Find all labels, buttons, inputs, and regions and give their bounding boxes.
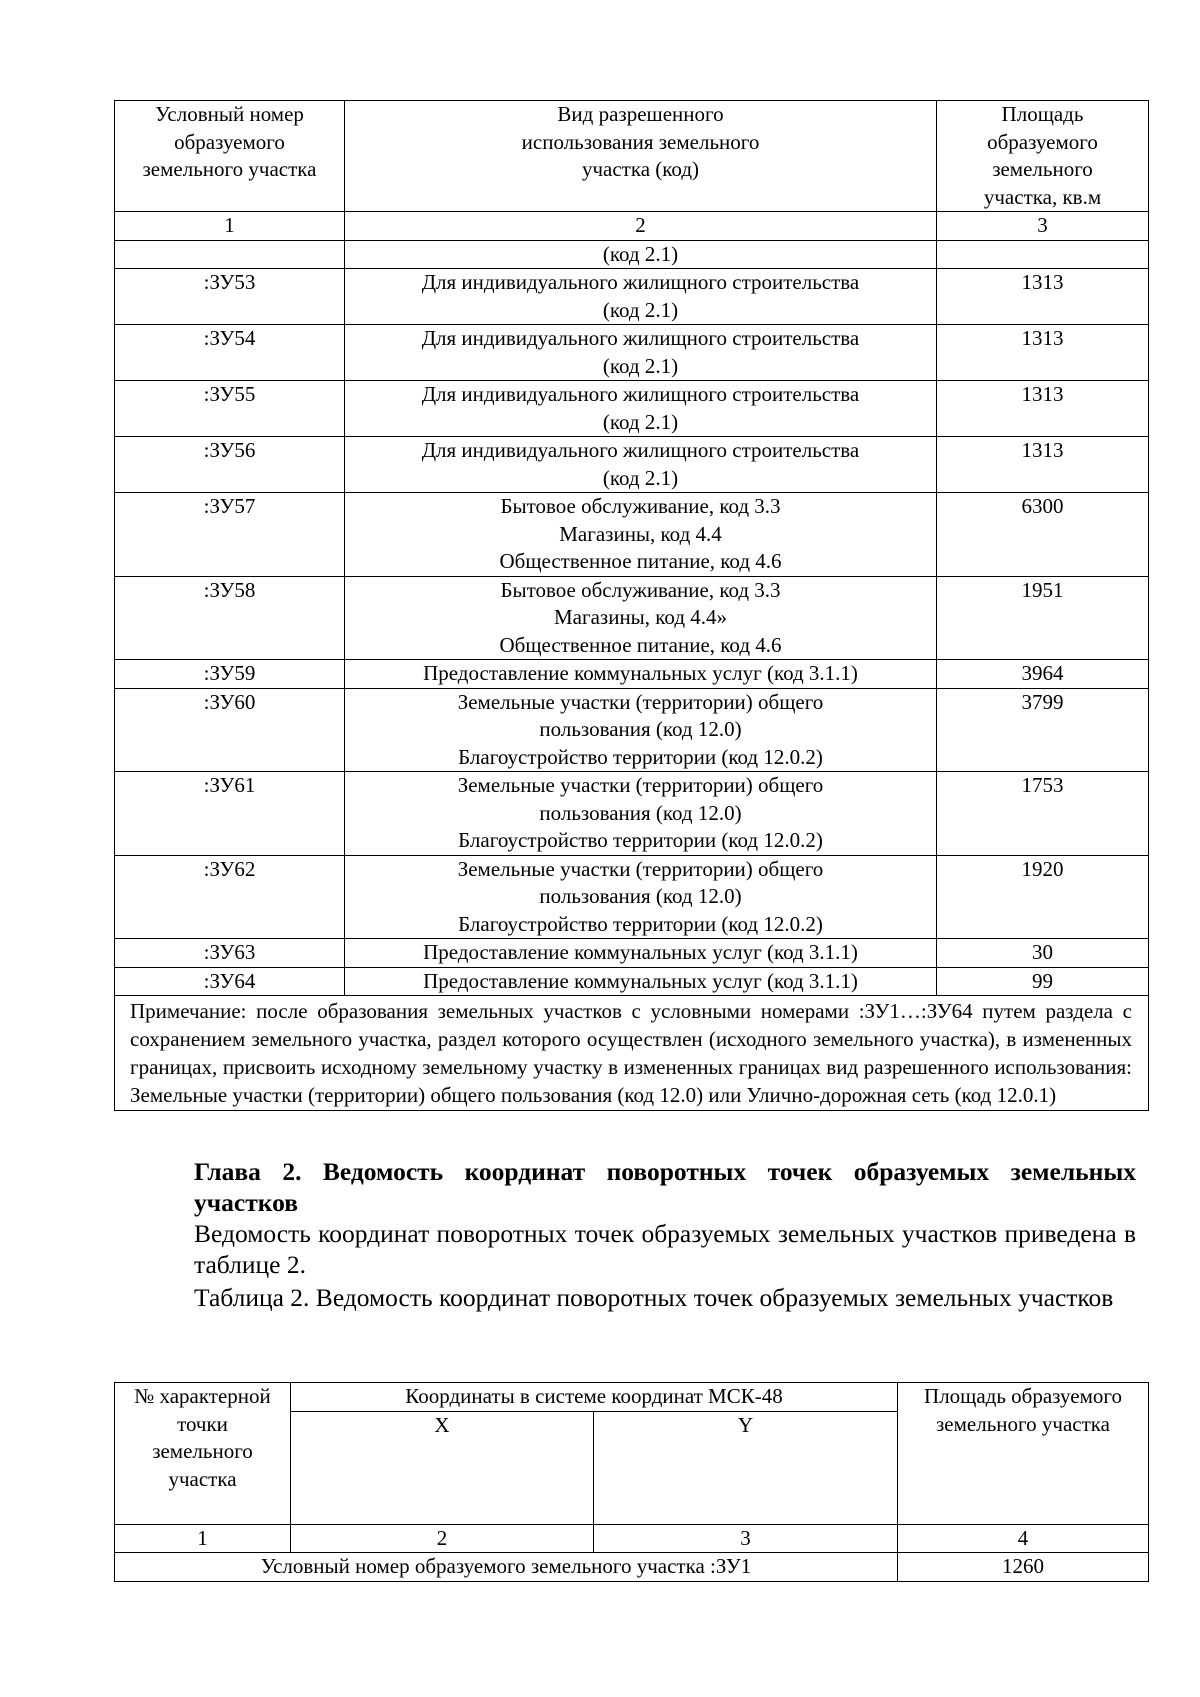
table-row [115, 855, 1149, 939]
permitted-use-line: Общественное питание, код 4.6 [499, 549, 782, 573]
plot-area-cell: 1313 [937, 437, 1149, 493]
table2-header-row [115, 1383, 1149, 1412]
permitted-use-cell [345, 269, 937, 325]
header-x: X [291, 1411, 594, 1524]
permitted-use-line: Бытовое обслуживание, код 3.3 [500, 494, 781, 518]
table-row [115, 493, 1149, 577]
permitted-use-line: Для индивидуального жилищного строительства [421, 438, 860, 462]
table-row [115, 939, 1149, 968]
plot-area-cell: 1920 [937, 855, 1149, 939]
chapter-paragraph-text: Ведомость координат поворотных точек образуемых земельных участков приведена в таблице 2. [194, 1219, 1136, 1279]
table-row [115, 967, 1149, 996]
permitted-use-cell [345, 855, 937, 939]
permitted-use-line: пользования (код 12.0) [539, 884, 742, 908]
plot-number-cell: :ЗУ64 [115, 967, 345, 996]
permitted-use-cell [345, 967, 937, 996]
table1-body [115, 269, 1149, 996]
plot-area-cell: 1753 [937, 772, 1149, 856]
plot-number-label: Условный номер образуемого земельного участка :ЗУ1 [115, 1553, 898, 1582]
land-plots-table [114, 100, 1149, 1111]
table-row [115, 325, 1149, 381]
plot-area-cell: 1951 [937, 576, 1149, 660]
plot-number-cell: :ЗУ53 [115, 269, 345, 325]
permitted-use-cell [345, 437, 937, 493]
plot-number-cell: :ЗУ59 [115, 660, 345, 689]
permitted-use-line: Для индивидуального жилищного строительства [421, 270, 860, 294]
permitted-use-cell [345, 493, 937, 577]
permitted-use-line: Земельные участки (территории) общего [457, 856, 824, 881]
table-row [115, 772, 1149, 856]
table2-caption [120, 1282, 1136, 1313]
column-number: 4 [898, 1524, 1149, 1553]
header-plot-area: Площадь образуемого земельного участка, кв.м [937, 101, 1149, 212]
table1-note: Примечание: после образования земельных участков с условными номерами :ЗУ1…:ЗУ64 путем раздела с сохранением земельного участка, раздел которого осуществлен (исходного земельного участка), в измененных границах, присвоить исходному земельному участку в измененных границах вид разрешенного использования: Земельные участки (территории) общего пользования (код 12.0) или Улично-дорожная сеть (код 12.0.1) [115, 996, 1149, 1111]
permitted-use-cell [345, 381, 937, 437]
plot-area-cell: 1313 [937, 381, 1149, 437]
plot-number-cell: :ЗУ62 [115, 855, 345, 939]
permitted-use-line: Магазины, код 4.4 [559, 521, 722, 546]
permitted-use-cell [345, 939, 937, 968]
permitted-use-cell [345, 772, 937, 856]
chapter-heading [120, 1156, 1136, 1218]
plot-area-cell: 30 [937, 939, 1149, 968]
header-point-number: № характерной точки земельного участка [115, 1383, 291, 1525]
plot-number-cell: :ЗУ60 [115, 688, 345, 772]
plot-area-cell: 1313 [937, 325, 1149, 381]
table-row [115, 269, 1149, 325]
column-number: 2 [291, 1524, 594, 1553]
permitted-use-cell [345, 325, 937, 381]
permitted-use-line: Бытовое обслуживание, код 3.3 [500, 577, 781, 602]
permitted-use-line: Благоустройство территории (код 12.0.2) [458, 911, 823, 936]
header-plot-number: Условный номер образуемого земельного участка [115, 101, 345, 212]
column-number: 1 [115, 212, 345, 241]
table1-note-row [115, 996, 1149, 1111]
permitted-use-cell [345, 688, 937, 772]
table2-plot-row [115, 1553, 1149, 1582]
permitted-use-line: (код 2.1) [602, 297, 679, 322]
table-row [115, 688, 1149, 772]
permitted-use-line: (код 2.1) [602, 465, 679, 490]
permitted-use-line: (код 2.1) [602, 353, 679, 378]
column-number: 3 [937, 212, 1149, 241]
permitted-use-line: Земельные участки (территории) общего [457, 689, 824, 714]
header-permitted-use: Вид разрешенного использования земельного участка (код) [345, 101, 937, 212]
table-row [115, 437, 1149, 493]
column-number: 2 [345, 212, 937, 241]
plot-number-cell: :ЗУ57 [115, 493, 345, 577]
permitted-use-line: пользования (код 12.0) [539, 800, 742, 825]
plot-number-cell: :ЗУ61 [115, 772, 345, 856]
permitted-use-line: (код 2.1) [602, 409, 679, 434]
permitted-use-line: Предоставление коммунальных услуг (код 3.1.1) [423, 968, 858, 993]
header-plot-area: Площадь образуемого земельного участка [898, 1383, 1149, 1525]
continuation-area-cell [937, 240, 1149, 269]
plot-area-cell: 99 [937, 967, 1149, 996]
continuation-number-cell [115, 240, 345, 269]
plot-number-cell: :ЗУ56 [115, 437, 345, 493]
permitted-use-cell [345, 660, 937, 689]
chapter-paragraph [120, 1218, 1136, 1280]
permitted-use-line: Для индивидуального жилищного строительства [421, 382, 860, 406]
permitted-use-line: Благоустройство территории (код 12.0.2) [458, 744, 823, 769]
permitted-use-cell [345, 576, 937, 660]
permitted-use-line: Магазины, код 4.4» [553, 605, 728, 629]
permitted-use-line: пользования (код 12.0) [539, 717, 742, 741]
chapter-heading-text: Глава 2. Ведомость координат поворотных точек образуемых земельных участков [194, 1157, 1136, 1217]
permitted-use-line: Общественное питание, код 4.6 [499, 632, 782, 657]
plot-number-cell: :ЗУ63 [115, 939, 345, 968]
table-row [115, 576, 1149, 660]
table-row [115, 381, 1149, 437]
table1-continuation-row [115, 240, 1149, 269]
plot-number-cell: :ЗУ55 [115, 381, 345, 437]
plot-area-cell: 6300 [937, 493, 1149, 577]
table2-column-numbers-row [115, 1524, 1149, 1553]
plot-area-cell: 3799 [937, 688, 1149, 772]
plot-number-cell: :ЗУ58 [115, 576, 345, 660]
permitted-use-line: Благоустройство территории (код 12.0.2) [458, 828, 823, 852]
column-number: 1 [115, 1524, 291, 1553]
permitted-use-line: Для индивидуального жилищного строительства [421, 326, 860, 350]
header-y: Y [594, 1411, 898, 1524]
column-number: 3 [594, 1524, 898, 1553]
table2-caption-text: Таблица 2. Ведомость координат поворотных точек образуемых земельных участков [194, 1283, 1114, 1312]
plot-area-value: 1260 [898, 1553, 1149, 1582]
continuation-use-cell: (код 2.1) [345, 240, 937, 269]
plot-area-cell: 3964 [937, 660, 1149, 689]
plot-number-cell: :ЗУ54 [115, 325, 345, 381]
header-coordinate-system: Координаты в системе координат МСК-48 [291, 1383, 898, 1412]
permitted-use-line: Предоставление коммунальных услуг (код 3.1.1) [423, 940, 858, 964]
table-row [115, 660, 1149, 689]
plot-area-cell: 1313 [937, 269, 1149, 325]
table1-column-numbers-row [115, 212, 1149, 241]
coordinates-table [114, 1382, 1149, 1582]
permitted-use-line: Предоставление коммунальных услуг (код 3.1.1) [423, 661, 858, 685]
permitted-use-line: Земельные участки (территории) общего [457, 773, 824, 797]
table1-header-row [115, 101, 1149, 212]
